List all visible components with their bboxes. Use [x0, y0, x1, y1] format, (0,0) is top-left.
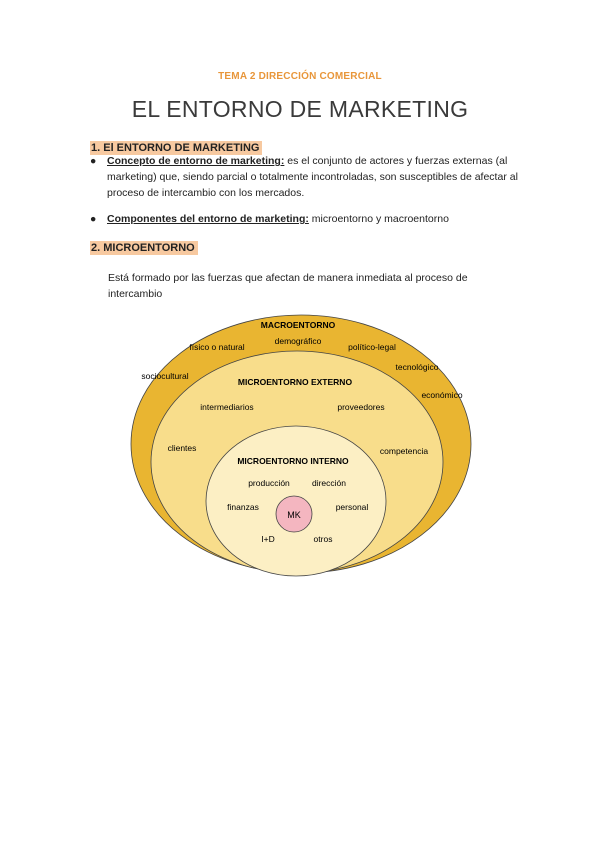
macro-item-demografico: demográfico [274, 336, 322, 346]
section-heading-entorno: 1. El ENTORNO DE MARKETING [90, 141, 262, 155]
bullet-dot: ● [90, 155, 97, 167]
externo-item-proveedores: proveedores [337, 402, 385, 412]
macroentorno-title: MACROENTORNO [260, 320, 336, 330]
microentorno-description: Está formado por las fuerzas que afectan de manera inmediata al proceso de intercambio [108, 272, 468, 300]
interno-item-otros: otros [313, 534, 333, 544]
macro-item-sociocultural: sociocultural [141, 371, 189, 381]
interno-item-personal: personal [335, 502, 369, 512]
externo-item-clientes: clientes [167, 443, 197, 453]
bullet-body: es el conjunto de actores y fuerzas externas (al marketing) que, siendo parcial o totalmente incontroladas, son susceptibles de afectar al proceso de intercambio con los mercados. [107, 155, 518, 199]
macro-item-fisico: físico o natural [189, 342, 245, 352]
page-title: EL ENTORNO DE MARKETING [131, 96, 469, 122]
externo-item-intermediarios: intermediarios [200, 402, 254, 412]
topic-header: TEMA 2 DIRECCIÓN COMERCIAL [218, 71, 382, 82]
bullet-term: Componentes del entorno de marketing: [107, 213, 309, 225]
macro-item-politico: político-legal [348, 342, 396, 352]
macro-item-tecnologico: tecnológico [395, 362, 439, 372]
section-heading-microentorno: 2. MICROENTORNO [90, 241, 198, 255]
bullet-term: Concepto de entorno de marketing: [107, 155, 285, 167]
mk-label: MK [287, 510, 301, 520]
bullet-body: microentorno y macroentorno [308, 213, 449, 225]
interno-item-id: I+D [261, 534, 275, 544]
bullet-dot: ● [90, 213, 97, 225]
microentorno-externo-title: MICROENTORNO EXTERNO [237, 377, 353, 387]
macro-item-economico: económico [421, 390, 463, 400]
interno-item-direccion: dirección [311, 478, 347, 488]
interno-item-finanzas: finanzas [227, 502, 259, 512]
externo-item-competencia: competencia [379, 446, 429, 456]
microentorno-interno-title: MICROENTORNO INTERNO [237, 456, 349, 466]
interno-item-produccion: producción [248, 478, 290, 488]
